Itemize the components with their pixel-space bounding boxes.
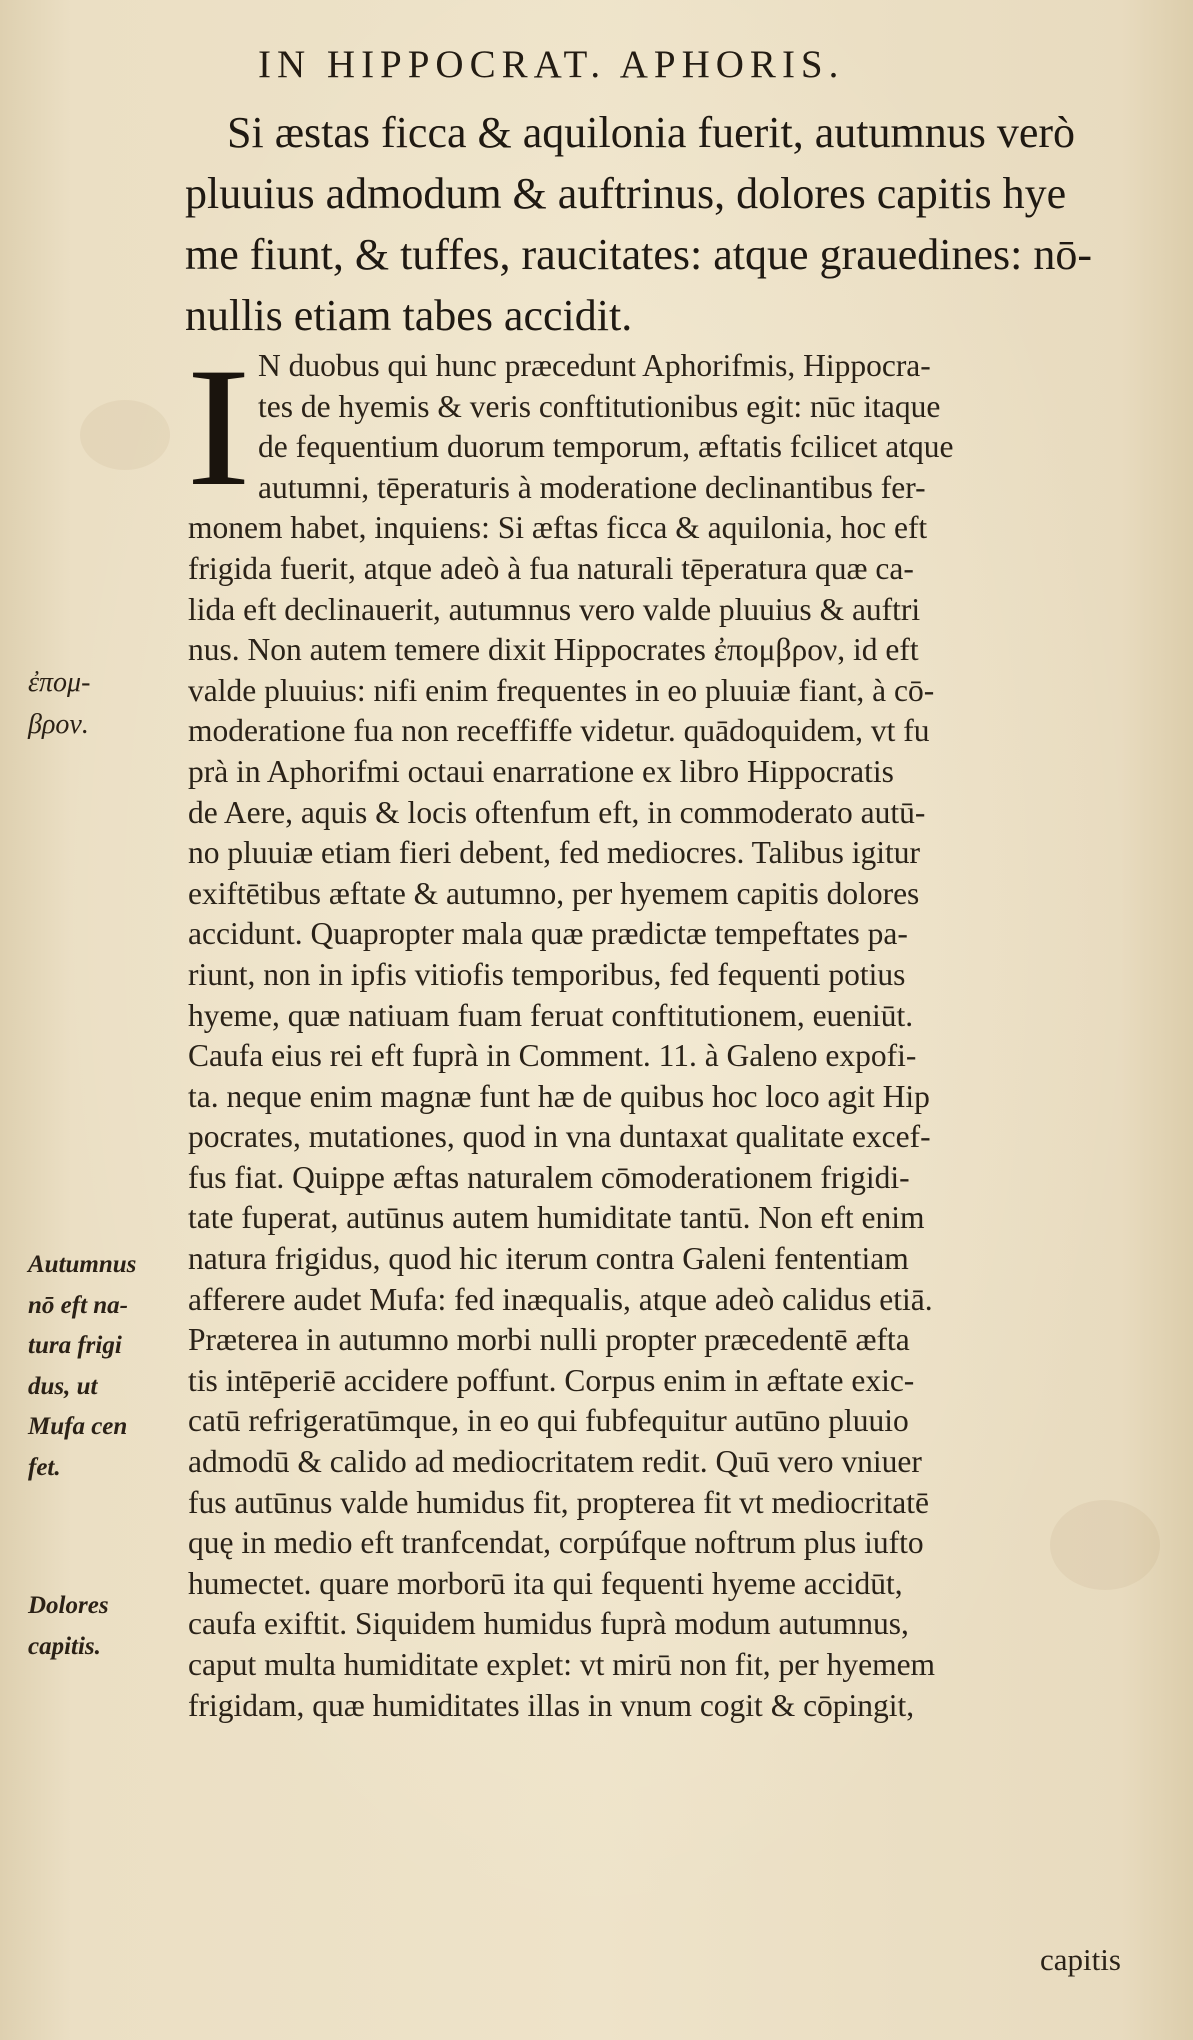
margin-note-line: βρον. xyxy=(28,709,89,740)
commentary-line: admodū & calido ad mediocritatem redit. Quū vero vniuer xyxy=(188,1444,922,1480)
commentary-line: Caufa eius rei eft fuprà in Comment. 11. à Galeno expofi- xyxy=(188,1038,917,1074)
margin-note-line: tura frigi xyxy=(28,1332,122,1360)
aphorism-line: Si æstas ficca & aquilonia fuerit, autumnus verò xyxy=(227,108,1076,157)
commentary-line: quę in medio eft tranfcendat, corpúfque noftrum plus iufto xyxy=(188,1525,924,1561)
commentary-line: frigidam, quæ humiditates illas in vnum cogit & cōpingit, xyxy=(188,1687,915,1723)
commentary-line: Præterea in autumno morbi nulli propter præcedentē æfta xyxy=(188,1322,910,1358)
commentary-line: monem habet, inquiens: Si æftas ficca & aquilonia, hoc eft xyxy=(188,510,928,546)
catchword: capitis xyxy=(1040,1942,1121,1977)
commentary-line: prà in Aphorifmi octaui enarratione ex libro Hippocratis xyxy=(188,753,894,789)
margin-note-line: Dolores xyxy=(28,1592,109,1619)
margin-note-line: capitis. xyxy=(28,1632,101,1660)
margin-note-line: Autumnus xyxy=(28,1251,137,1278)
commentary-line: hyeme, quæ natiuam fuam feruat conftitutionem, eueniūt. xyxy=(188,997,914,1033)
commentary-line: nus. Non autem temere dixit Hippocrates ἐπομβρον, id eft xyxy=(188,632,919,668)
commentary-line: fus autūnus valde humidus fit, propterea fit vt mediocritatē xyxy=(188,1484,929,1520)
margin-note-line: fet. xyxy=(28,1453,61,1481)
margin-note-line: Mufa cen xyxy=(28,1413,128,1441)
margin-note-line: dus, ut xyxy=(28,1372,98,1400)
commentary-line: accidunt. Quapropter mala quæ prædictæ tempeftates pa- xyxy=(188,916,908,952)
running-head: IN HIPPOCRAT. APHORIS. xyxy=(258,43,845,86)
margin-note-greek xyxy=(28,662,188,746)
commentary-line: pocrates, mutationes, quod in vna duntaxat qualitate excef- xyxy=(188,1119,931,1155)
margin-note-autumnus xyxy=(28,1245,188,1489)
margin-note-dolores xyxy=(28,1586,188,1667)
commentary-line: catū refrigeratūmque, in eo qui fubfequitur autūno pluuio xyxy=(188,1403,909,1439)
commentary-line: autumni, tēperaturis à moderatione declinantibus fer- xyxy=(258,469,926,505)
commentary-line: tate fuperat, autūnus autem humiditate tantū. Non eft enim xyxy=(188,1200,925,1236)
commentary-line: fus fiat. Quippe æftas naturalem cōmoderationem frigidi- xyxy=(188,1159,910,1195)
aphorism-line: nullis etiam tabes accidit. xyxy=(185,291,633,340)
commentary-line: lida eft declinauerit, autumnus vero valde pluuius & auftri xyxy=(188,591,921,627)
commentary-line: exiftētibus æftate & autumno, per hyemem capitis dolores xyxy=(188,875,920,911)
commentary-line: natura frigidus, quod hic iterum contra Galeni fententiam xyxy=(188,1241,909,1277)
commentary-line: caufa exiftit. Siquidem humidus fuprà modum autumnus, xyxy=(188,1606,909,1642)
aphorism-line: pluuius admodum & auftrinus, dolores capitis hye xyxy=(185,169,1067,218)
aphorism-line: me fiunt, & tuffes, raucitates: atque grauedines: nō- xyxy=(185,230,1093,279)
drop-capital-letter: I xyxy=(186,333,252,521)
commentary-line: tis intēperiē accidere poffunt. Corpus enim in æftate exic- xyxy=(188,1362,915,1398)
aphorism-text xyxy=(185,102,1145,346)
commentary-line: caput multa humiditate explet: vt mirū non fit, per hyemem xyxy=(188,1647,936,1682)
margin-note-line: nō eft na- xyxy=(28,1291,128,1319)
commentary-line: riunt, non in ipfis vitiofis temporibus, fed fequenti potius xyxy=(188,956,906,992)
commentary-line: frigida fuerit, atque adeò à fua naturali tēperatura quæ ca- xyxy=(188,550,914,586)
commentary-line: tes de hyemis & veris conftitutionibus egit: nūc itaque xyxy=(258,388,941,424)
paper-stain xyxy=(80,400,170,470)
commentary-line: valde pluuius: nifi enim frequentes in eo pluuiæ fiant, à cō- xyxy=(188,672,935,708)
commentary-text xyxy=(186,333,1148,1726)
commentary-line: ta. neque enim magnæ funt hæ de quibus hoc loco agit Hip xyxy=(188,1078,930,1114)
margin-note-line: ἐπομ- xyxy=(28,667,91,698)
commentary-line: moderatione fua non receffiffe videtur. quādoquidem, vt fu xyxy=(188,713,930,749)
commentary-line: humectet. quare morborū ita qui fequenti hyeme accidūt, xyxy=(188,1565,903,1601)
commentary-line: no pluuiæ etiam fieri debent, fed mediocres. Talibus igitur xyxy=(188,835,921,871)
commentary-line: de fequentium duorum temporum, æftatis fcilicet atque xyxy=(258,429,954,465)
commentary-line: de Aere, aquis & locis oftenfum eft, in commoderato autū- xyxy=(188,794,926,830)
commentary-line: N duobus qui hunc præcedunt Aphorifmis, Hippocra- xyxy=(258,348,931,383)
commentary-line: afferere audet Mufa: fed inæqualis, atque adeò calidus etiā. xyxy=(188,1281,933,1317)
